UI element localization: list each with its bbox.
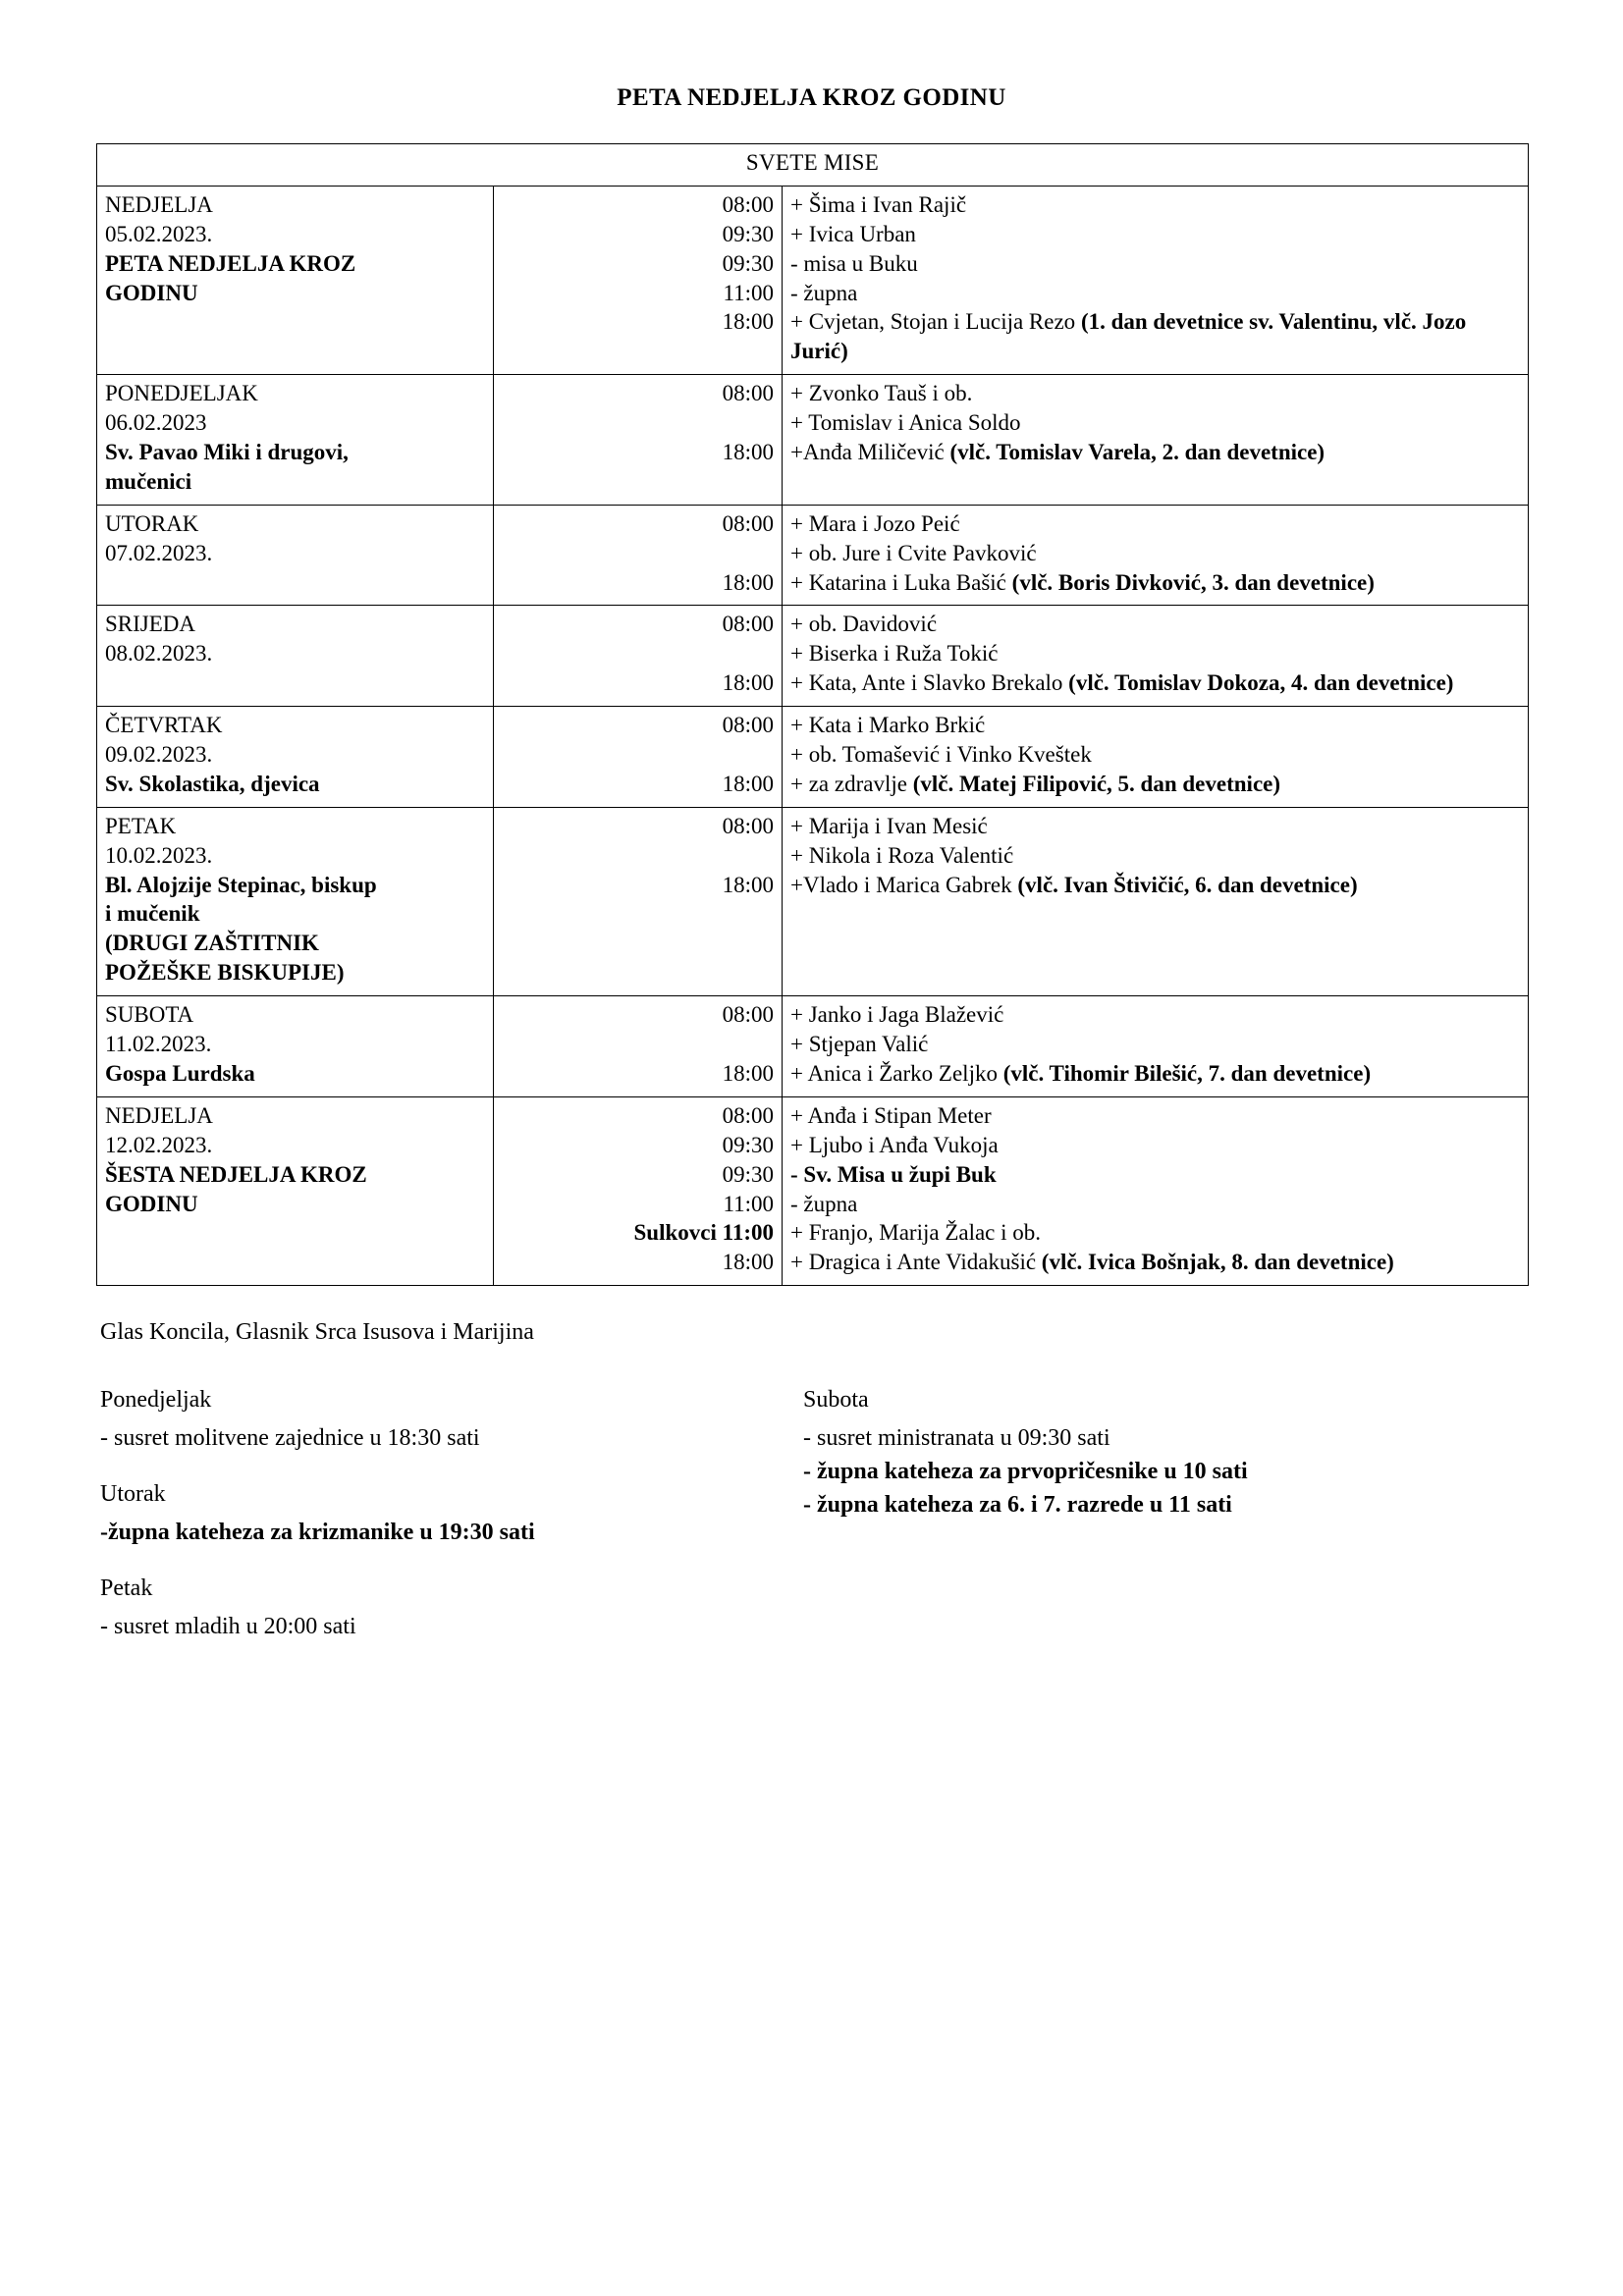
- intention-text: + Marija i Ivan Mesić: [790, 813, 988, 838]
- time-cell: [494, 505, 783, 606]
- intention-line: [790, 812, 1520, 841]
- intention-line: [790, 379, 1520, 408]
- schedule-item: - susret molitvene zajednice u 18:30 sati: [100, 1425, 480, 1452]
- time-line: 08:00: [722, 1002, 774, 1028]
- day-line: 06.02.2023: [105, 410, 207, 436]
- time-line: 18:00: [722, 1060, 774, 1086]
- intention-text: (vlč. Ivica Bošnjak, 8. dan devetnice): [1041, 1250, 1394, 1275]
- intention-line: [790, 1248, 1520, 1277]
- time-line: 09:30: [722, 221, 774, 246]
- intention-line: [790, 1030, 1520, 1059]
- intention-text: (vlč. Tomislav Dokoza, 4. dan devetnice): [1068, 670, 1454, 696]
- intention-text: + Cvjetan, Stojan i Lucija Rezo: [790, 309, 1081, 335]
- intention-text: + Ljubo i Anđa Vukoja: [790, 1132, 999, 1157]
- table-header-row: [97, 144, 1529, 187]
- time-line: [502, 408, 774, 438]
- intention-line: [790, 307, 1520, 366]
- day-cell: [97, 807, 494, 995]
- intention-text: - misa u Buku: [790, 250, 918, 276]
- schedule-day-heading: Petak: [100, 1575, 153, 1602]
- intention-cell: [783, 375, 1529, 506]
- schedule-block: [803, 1387, 1528, 1519]
- day-line: i mučenik: [105, 901, 200, 927]
- intention-cell: [783, 996, 1529, 1097]
- intention-line: [790, 770, 1520, 799]
- intention-cell: [783, 707, 1529, 808]
- day-cell: [97, 375, 494, 506]
- intention-text: + Franjo, Marija Žalac i ob.: [790, 1220, 1042, 1246]
- day-cell: [97, 707, 494, 808]
- day-line: (DRUGI ZAŠTITNIK: [105, 931, 319, 956]
- intention-text: + Anđa i Stipan Meter: [790, 1102, 992, 1128]
- time-line: 11:00: [723, 280, 774, 305]
- time-cell: [494, 996, 783, 1097]
- intention-text: - župna: [790, 280, 858, 305]
- weekly-schedule: [96, 1387, 1528, 1670]
- time-cell: [494, 707, 783, 808]
- day-line: PETAK: [105, 813, 177, 838]
- day-cell: [97, 606, 494, 707]
- intention-line: [790, 1160, 1520, 1190]
- intention-line: [790, 1218, 1520, 1248]
- table-row: [97, 996, 1529, 1097]
- day-line: SUBOTA: [105, 1002, 194, 1028]
- time-line: 18:00: [722, 1250, 774, 1275]
- intention-text: - župna: [790, 1191, 858, 1216]
- intention-line: [790, 1190, 1520, 1219]
- time-line: Sulkovci 11:00: [633, 1220, 774, 1246]
- time-line: 08:00: [722, 1102, 774, 1128]
- intention-cell: [783, 505, 1529, 606]
- intention-text: (vlč. Ivan Štivičić, 6. dan devetnice): [1017, 872, 1358, 897]
- intention-text: + Mara i Jozo Peić: [790, 510, 960, 536]
- time-cell: [494, 375, 783, 506]
- day-line: Sv. Pavao Miki i drugovi,: [105, 440, 349, 465]
- intention-text: + Kata, Ante i Slavko Brekalo: [790, 670, 1069, 696]
- day-line: mučenici: [105, 468, 192, 494]
- day-line: 10.02.2023.: [105, 842, 213, 868]
- intention-text: + Katarina i Luka Bašić: [790, 569, 1012, 595]
- day-line: 07.02.2023.: [105, 540, 213, 565]
- intention-line: [790, 1059, 1520, 1089]
- time-line: [502, 740, 774, 770]
- time-line: 08:00: [722, 191, 774, 217]
- time-line: [502, 639, 774, 668]
- time-line: 09:30: [722, 1161, 774, 1187]
- schedule-left-column: [96, 1387, 803, 1670]
- schedule-day-heading: Subota: [803, 1387, 869, 1414]
- intention-line: [790, 539, 1520, 568]
- time-line: 18:00: [722, 670, 774, 696]
- time-line: [502, 841, 774, 871]
- intention-text: - Sv. Misa u župi Buk: [790, 1161, 997, 1187]
- intention-line: [790, 668, 1520, 698]
- day-cell: [97, 186, 494, 374]
- day-line: ČETVRTAK: [105, 713, 223, 738]
- time-line: 08:00: [722, 510, 774, 536]
- intention-line: [790, 871, 1520, 900]
- intention-text: + Ivica Urban: [790, 221, 916, 246]
- time-line: 08:00: [722, 713, 774, 738]
- day-cell: [97, 996, 494, 1097]
- schedule-right-column: [803, 1387, 1528, 1670]
- day-line: 08.02.2023.: [105, 641, 213, 667]
- intention-line: [790, 1101, 1520, 1131]
- intention-text: + Zvonko Tauš i ob.: [790, 381, 973, 406]
- intention-text: + Nikola i Roza Valentić: [790, 842, 1014, 868]
- time-cell: [494, 186, 783, 374]
- day-line: GODINU: [105, 280, 198, 305]
- time-line: 08:00: [722, 813, 774, 838]
- intention-text: + Kata i Marko Brkić: [790, 713, 986, 738]
- day-line: POŽEŠKE BISKUPIJE): [105, 960, 345, 986]
- time-line: 18:00: [722, 309, 774, 335]
- day-line: GODINU: [105, 1191, 198, 1216]
- intention-text: (vlč. Tomislav Varela, 2. dan devetnice): [949, 440, 1325, 465]
- intention-cell: [783, 606, 1529, 707]
- intention-line: [790, 249, 1520, 279]
- day-line: PONEDJELJAK: [105, 381, 258, 406]
- time-cell: [494, 1096, 783, 1285]
- time-cell: [494, 606, 783, 707]
- intention-cell: [783, 807, 1529, 995]
- table-row: [97, 1096, 1529, 1285]
- intention-text: +Vlado i Marica Gabrek: [790, 872, 1018, 897]
- table-row: [97, 505, 1529, 606]
- intention-line: [790, 279, 1520, 308]
- intention-text: (1. dan devetnice sv. Valentinu, vlč. Jozo Jurić): [790, 309, 1467, 364]
- table-header-title: SVETE MISE: [97, 144, 1529, 187]
- intention-text: + Šima i Ivan Rajič: [790, 191, 967, 217]
- intention-line: [790, 610, 1520, 639]
- notes-section: [96, 1319, 1528, 1670]
- time-line: [502, 539, 774, 568]
- table-row: [97, 707, 1529, 808]
- intention-text: + Anica i Žarko Zeljko: [790, 1060, 1003, 1086]
- intention-text: +Anđa Miličević: [790, 440, 950, 465]
- page-title: PETA NEDJELJA KROZ GODINU: [617, 84, 1006, 111]
- time-line: 18:00: [722, 569, 774, 595]
- intention-line: [790, 220, 1520, 249]
- intention-line: [790, 841, 1520, 871]
- day-line: Sv. Skolastika, djevica: [105, 771, 320, 796]
- schedule-day-heading: Ponedjeljak: [100, 1387, 212, 1414]
- day-line: PETA NEDJELJA KROZ: [105, 250, 356, 276]
- day-line: 05.02.2023.: [105, 221, 213, 246]
- intention-line: [790, 1000, 1520, 1030]
- intention-cell: [783, 186, 1529, 374]
- time-line: 18:00: [722, 872, 774, 897]
- intention-text: + ob. Jure i Cvite Pavković: [790, 540, 1037, 565]
- table-body: [97, 186, 1529, 1285]
- day-line: Gospa Lurdska: [105, 1060, 255, 1086]
- time-line: 09:30: [722, 250, 774, 276]
- day-cell: [97, 1096, 494, 1285]
- intention-line: [790, 740, 1520, 770]
- schedule-item: - susret mladih u 20:00 sati: [100, 1614, 356, 1640]
- publications-line: Glas Koncila, Glasnik Srca Isusova i Marijina: [100, 1319, 534, 1346]
- day-line: NEDJELJA: [105, 1102, 213, 1128]
- intention-line: [790, 568, 1520, 598]
- time-cell: [494, 807, 783, 995]
- day-cell: [97, 505, 494, 606]
- schedule-day-heading: Utorak: [100, 1481, 166, 1508]
- intention-line: [790, 408, 1520, 438]
- intention-text: + Tomislav i Anica Soldo: [790, 410, 1021, 436]
- intention-text: + za zdravlje: [790, 771, 913, 796]
- time-line: 18:00: [722, 440, 774, 465]
- intention-line: [790, 438, 1520, 467]
- intention-cell: [783, 1096, 1529, 1285]
- day-line: NEDJELJA: [105, 191, 213, 217]
- intention-text: + Biserka i Ruža Tokić: [790, 641, 999, 667]
- day-line: ŠESTA NEDJELJA KROZ: [105, 1161, 367, 1187]
- intention-text: + ob. Davidović: [790, 612, 938, 637]
- time-line: [502, 1030, 774, 1059]
- mass-schedule-table: [96, 143, 1529, 1286]
- intention-line: [790, 639, 1520, 668]
- time-line: 18:00: [722, 771, 774, 796]
- table-row: [97, 375, 1529, 506]
- schedule-block: [100, 1575, 803, 1640]
- time-line: 08:00: [722, 612, 774, 637]
- schedule-item: -župna kateheza za krizmanike u 19:30 sati: [100, 1520, 535, 1546]
- day-line: Bl. Alojzije Stepinac, biskup: [105, 872, 377, 897]
- day-line: 12.02.2023.: [105, 1132, 213, 1157]
- schedule-item: - župna kateheza za prvopričesnike u 10 sati: [803, 1459, 1248, 1485]
- schedule-block: [100, 1481, 803, 1546]
- table-row: [97, 606, 1529, 707]
- intention-line: [790, 509, 1520, 539]
- schedule-block: [100, 1387, 803, 1452]
- time-line: 11:00: [723, 1191, 774, 1216]
- day-line: SRIJEDA: [105, 612, 196, 637]
- table-row: [97, 186, 1529, 374]
- schedule-item: - susret ministranata u 09:30 sati: [803, 1425, 1110, 1452]
- schedule-item: - župna kateheza za 6. i 7. razrede u 11 sati: [803, 1492, 1232, 1519]
- time-line: 08:00: [722, 381, 774, 406]
- day-line: 09.02.2023.: [105, 742, 213, 768]
- intention-text: (vlč. Matej Filipović, 5. dan devetnice): [912, 771, 1281, 796]
- intention-text: (vlč. Boris Divković, 3. dan devetnice): [1011, 569, 1375, 595]
- intention-line: [790, 1131, 1520, 1160]
- day-line: UTORAK: [105, 510, 199, 536]
- table-row: [97, 807, 1529, 995]
- intention-text: + ob. Tomašević i Vinko Kveštek: [790, 742, 1092, 768]
- time-line: 09:30: [722, 1132, 774, 1157]
- intention-text: + Janko i Jaga Blažević: [790, 1002, 1004, 1028]
- day-line: 11.02.2023.: [105, 1032, 212, 1057]
- intention-text: (vlč. Tihomir Bilešić, 7. dan devetnice): [1002, 1060, 1372, 1086]
- intention-text: + Dragica i Ante Vidakušić: [790, 1250, 1042, 1275]
- intention-line: [790, 711, 1520, 740]
- intention-text: + Stjepan Valić: [790, 1032, 929, 1057]
- intention-line: [790, 190, 1520, 220]
